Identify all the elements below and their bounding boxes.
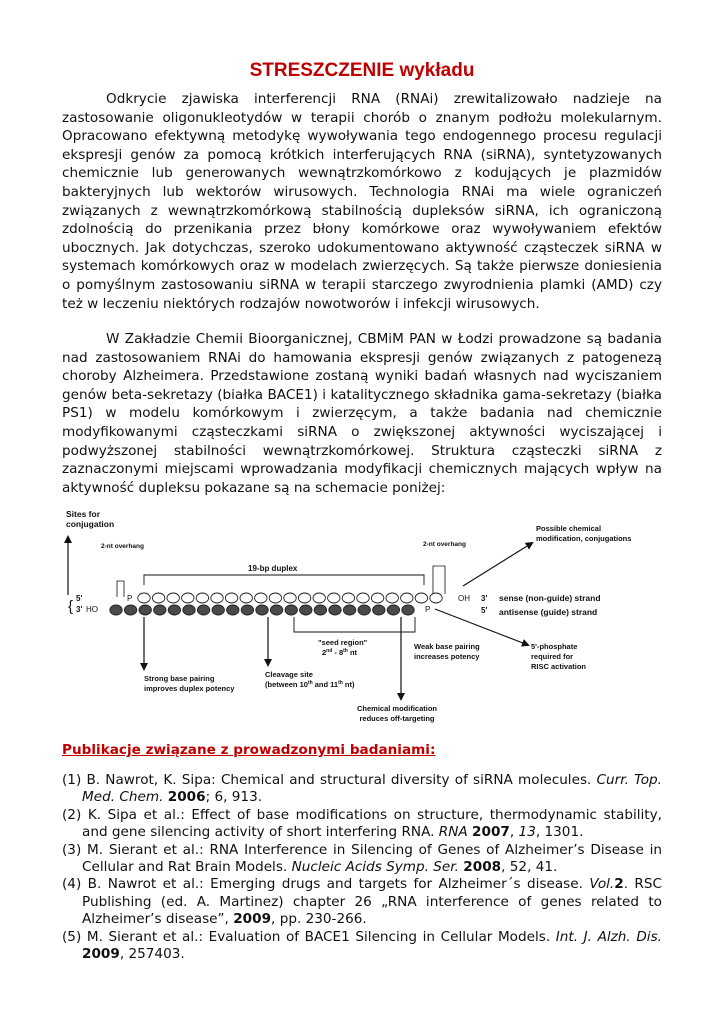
weak-pairing-label-2: increases potency <box>414 652 480 661</box>
overhang-left-box <box>117 581 124 597</box>
nucleotide-circle <box>110 605 122 615</box>
publication-item: (3) M. Sierant et al.: RNA Interference in Silencing of Genes of Alzheimer’s Disease in Cellular and Rat Brain Models. Nucleic Acids Symp. Ser. 2008, 52, 41. <box>62 841 662 876</box>
nucleotide-circle <box>211 593 223 603</box>
seed-bracket <box>294 617 415 632</box>
cleavage-label-2: (between 10th and 11th nt) <box>265 680 355 689</box>
brace-glyph: { <box>68 598 74 615</box>
phosphate-label-1: 5'-phosphate <box>531 642 578 651</box>
sense-strand-nucleotides <box>138 593 442 603</box>
nucleotide-circle <box>212 605 224 615</box>
nucleotide-circle <box>196 593 208 603</box>
antisense-phosphate: P <box>425 605 431 614</box>
nucleotide-circle <box>300 605 312 615</box>
nucleotide-circle <box>373 605 385 615</box>
overhang-right-label: 2-nt overhang <box>423 541 466 548</box>
nucleotide-circle <box>256 605 268 615</box>
publication-item: (1) B. Nawrot, K. Sipa: Chemical and structural diversity of siRNA molecules. Curr. Top. Med. Chem. 2006; 6, 913. <box>62 772 662 806</box>
overhang-left-label: 2-nt overhang <box>101 543 144 550</box>
sirna-structure-diagram <box>58 505 678 735</box>
overhang-right-box <box>433 566 445 594</box>
nucleotide-circle <box>225 593 237 603</box>
nucleotide-circle <box>167 593 179 603</box>
paragraph-2-text: W Zakładzie Chemii Bioorganicznej, CBMiM PAN w Łodzi prowadzone są badania nad zastosowaniem RNAi do hamowania ekspresji genów związanych z patogenezą choroby Alzheimera. Przedstawione zostaną wyniki badań własnych nad wyciszaniem genów beta-sekretazy (białka BACE1) i katalitycznego składnika gama-sekretazy (białka PS1) w modelu komórkowym i zwierzęcym, a także badania nad chemicznie modyfikowanymi cząsteczkami siRNA o zwiększonej aktywności wyciszającej i podwyższonej stabilności wewnątrzkomórkowej. Struktura cząsteczki siRNA z zaznaczonymi miejscami wprowadzania modyfikacji chemicznych mających wpływ na aktywność dupleksu pokazane są na schemacie poniżej: <box>62 331 662 496</box>
strong-pairing-label-1: Strong base pairing <box>144 674 215 683</box>
possible-mod-arrow <box>463 543 532 586</box>
nucleotide-circle <box>313 593 325 603</box>
ho-end: HO <box>86 605 98 614</box>
nucleotide-circle <box>182 593 194 603</box>
nucleotide-circle <box>314 605 326 615</box>
page-title: STRESZCZENIE wykładu <box>249 60 475 81</box>
oh-end: OH <box>458 594 470 603</box>
phosphate-label-2: required for <box>531 652 574 661</box>
nucleotide-circle <box>358 605 370 615</box>
nucleotide-circle <box>343 605 355 615</box>
antisense-strand-nucleotides <box>110 605 414 615</box>
antisense-strand-label: antisense (guide) strand <box>499 607 598 617</box>
sites-label-2: conjugation <box>66 519 115 529</box>
seed-label-1: "seed region" <box>318 638 368 647</box>
nucleotide-circle <box>284 593 296 603</box>
nucleotide-circle <box>168 605 180 615</box>
seed-label-2: 2nd - 8th nt <box>322 648 358 657</box>
cleavage-label-1: Cleavage site <box>265 670 313 679</box>
nucleotide-circle <box>270 605 282 615</box>
antisense-3prime: 3' <box>76 605 83 614</box>
nucleotide-circle <box>329 605 341 615</box>
possible-mod-label-2: modification, conjugations <box>536 534 632 543</box>
nucleotide-circle <box>402 605 414 615</box>
off-target-label-1: Chemical modification <box>356 704 438 713</box>
nucleotide-circle <box>387 605 399 615</box>
sense-phosphate: P <box>127 594 133 603</box>
publication-item: (5) M. Sierant et al.: Evaluation of BACE1 Silencing in Cellular Models. Int. J. Alzh. Dis. 2009, 257403. <box>62 928 662 963</box>
duplex-bracket <box>144 575 424 585</box>
nucleotide-circle <box>371 593 383 603</box>
nucleotide-circle <box>197 605 209 615</box>
possible-mod-label-1: Possible chemical <box>536 524 602 533</box>
nucleotide-circle <box>183 605 195 615</box>
abstract-paragraph-1 <box>62 90 662 313</box>
nucleotide-circle <box>342 593 354 603</box>
nucleotide-circle <box>124 605 136 615</box>
sense-5prime: 5' <box>76 594 83 603</box>
nucleotide-circle <box>138 593 150 603</box>
nucleotide-circle <box>154 605 166 615</box>
publication-item: (4) B. Nawrot et al.: Emerging drugs and targets for Alzheimer´s disease. Vol.2. RSC Publishing (ed. A. Martinez) chapter 26 „RNA interference of genes related to Alzheimer’s disease”, 2009, pp. 230-266. <box>62 876 663 928</box>
nucleotide-circle <box>227 605 239 615</box>
publication-item: (2) K. Sipa et al.: Effect of base modifications on structure, thermodynamic stability, and gene silencing activity of short interfering RNA. RNA 2007, 13, 1301. <box>62 806 662 841</box>
abstract-paragraph-2 <box>62 330 662 497</box>
nucleotide-circle <box>401 593 413 603</box>
phosphate-label-3: RISC activation <box>531 662 587 671</box>
publications-list <box>62 772 662 963</box>
antisense-5prime: 5' <box>481 606 488 615</box>
paragraph-1-text: Odkrycie zjawiska interferencji RNA (RNAi) zrewitalizowało nadzieje na zastosowanie oligonukleotydów w terapii chorób o znanym podłożu molekularnym. Opracowano efektywną metodykę wywoływania tego endogennego procesu regulacji ekspresji genów za pomocą krótkich interferujących RNA (siRNA), syntetyzowanych chemicznie lub generowanych wewnątrzkomórkowo z kodujących je plazmidów bakteryjnych lub wektorów wirusowych. Technologia RNAi ma wiele ograniczeń związanych z wewnątrzkomórkową stabilnością dupleksów siRNA, ich ograniczoną zdolnością do przenikania przez błony komórkowe oraz wywoływaniem efektów ubocznych. Jak dotychczas, szeroko udokumentowano aktywność cząsteczek siRNA w systemach komórkowych oraz w modelach zwierzęcych. Są także pierwsze doniesienia o pomyślnym zastosowaniu siRNA w terapii starczego zwyrodnienia plamki (AMD) czy też w leczeniu niektórych rodzajów nowotworów i infekcji wirusowych. <box>62 91 662 312</box>
nucleotide-circle <box>152 593 164 603</box>
sense-3prime: 3' <box>481 594 488 603</box>
nucleotide-circle <box>415 593 427 603</box>
sites-label-1: Sites for <box>66 509 101 519</box>
off-target-label-2: reduces off-targeting <box>359 714 435 723</box>
nucleotide-circle <box>241 605 253 615</box>
nucleotide-circle <box>328 593 340 603</box>
nucleotide-circle <box>139 605 151 615</box>
nucleotide-circle <box>357 593 369 603</box>
nucleotide-circle <box>430 593 442 603</box>
nucleotide-circle <box>269 593 281 603</box>
nucleotide-circle <box>285 605 297 615</box>
nucleotide-circle <box>298 593 310 603</box>
publications-heading: Publikacje związane z prowadzonymi badaniami: <box>62 742 436 758</box>
sense-strand-label: sense (non-guide) strand <box>499 593 601 603</box>
nucleotide-circle <box>240 593 252 603</box>
weak-pairing-label-1: Weak base pairing <box>414 642 480 651</box>
duplex-label: 19-bp duplex <box>248 564 298 573</box>
nucleotide-circle <box>255 593 267 603</box>
strong-pairing-label-2: improves duplex potency <box>144 684 235 693</box>
nucleotide-circle <box>386 593 398 603</box>
